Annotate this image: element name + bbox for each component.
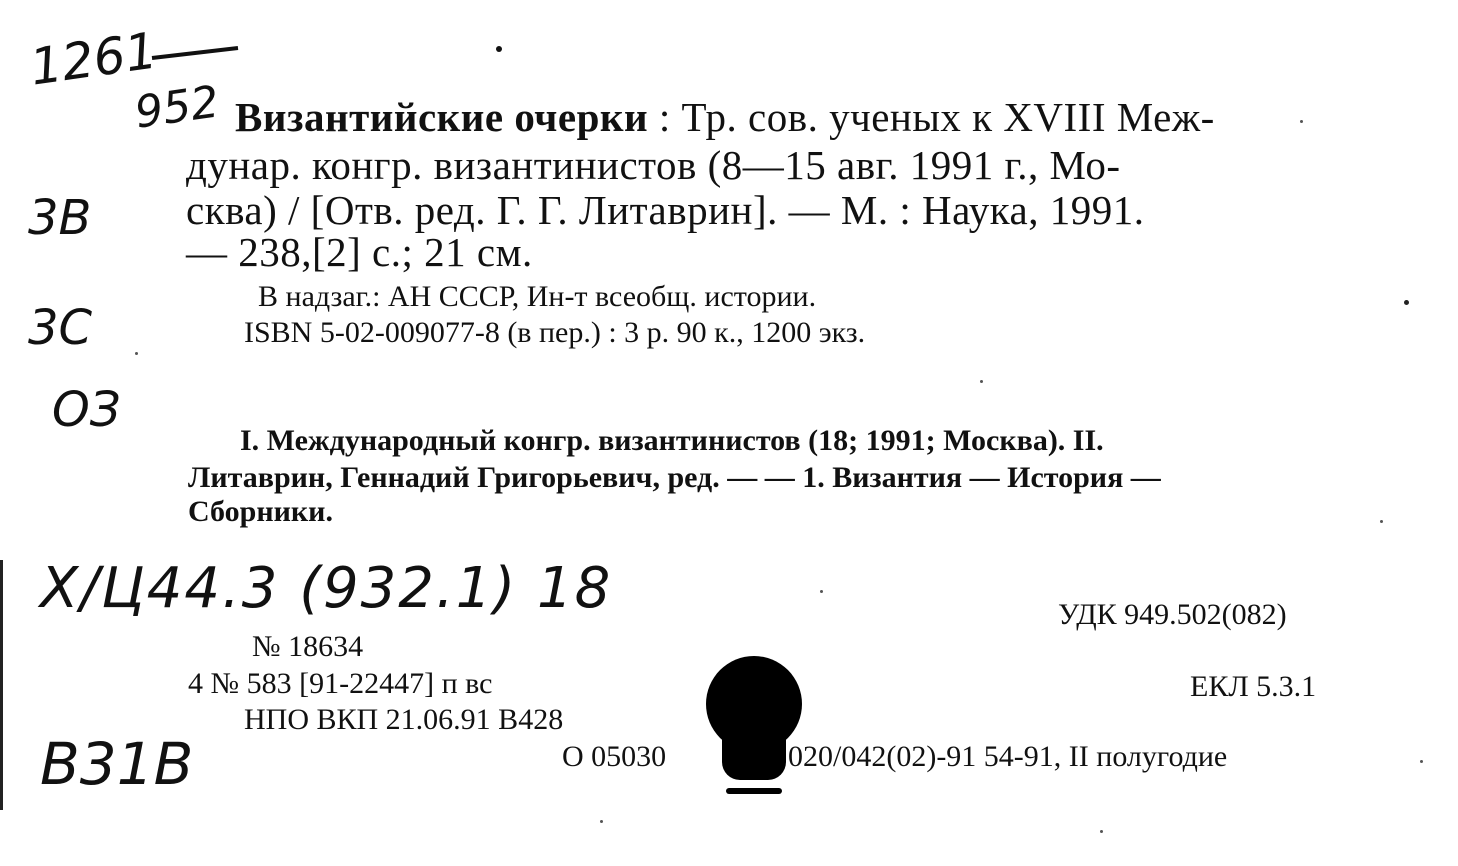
speck [1300,120,1303,123]
fraction-line [150,38,240,68]
speck [1420,760,1423,763]
speck [820,590,823,593]
card-left-edge [0,560,3,810]
order-number: 4 № 583 [91-22447] п вс [188,667,493,700]
tracing-line-3: Сборники. [188,495,333,528]
title-line [235,93,1215,141]
speck [496,46,502,52]
handwritten-class-number: Х/Ц44.3 (932.1) 18 [40,556,613,621]
tracing-line-1: I. Международный конгр. византинистов (18; 1991; Москва). II. [240,424,1104,457]
speck [1380,520,1383,523]
code-line-right: 020/042(02)-91 54-91, II полугодие [788,740,1228,773]
handwritten-shelf-mark-bottom: 952 [131,76,223,139]
description-line-2: дунар. конгр. византинистов (8—15 авг. 1991 г., Мо- [186,142,1121,188]
handwritten-side-note-3: ОЗ [52,382,121,438]
note-line-1: В надзаг.: АН СССР, Ин-т всеобщ. истории. [258,280,817,313]
description-line-4: — 238,[2] с.; 21 см. [186,229,533,275]
speck [980,380,983,383]
book-title: Византийские очерки [235,94,649,140]
description-line-3: сква) / [Отв. ред. Г. Г. Литаврин]. — М. : Наука, 1991. [186,187,1145,233]
handwritten-location-code: В31В [40,730,194,798]
handwritten-side-note-1: 3В [28,190,92,246]
tracing-line-2: Литаврин, Геннадий Григорьевич, ред. — — 1. Византия — История — [188,461,1161,494]
handwritten-side-note-2: 3С [28,300,93,356]
card-number: № 18634 [252,630,364,663]
title-line-rest: : Тр. сов. ученых к XVIII Меж- [648,94,1215,140]
speck [135,352,138,355]
punch-hole-neck [722,730,786,780]
udk-code: УДК 949.502(082) [1058,598,1287,631]
handwritten-shelf-mark-top: 1261 [26,21,161,97]
code-line-left: О 05030 [562,740,667,773]
npo-line: НПО ВКП 21.06.91 В428 [244,703,564,736]
note-line-2: ISBN 5-02-009077-8 (в пер.) : 3 р. 90 к., 1200 экз. [244,316,866,349]
punch-hole-base [726,788,782,794]
ekl-code: ЕКЛ 5.3.1 [1190,670,1317,703]
speck [600,820,603,823]
speck [1100,830,1103,833]
speck [1404,300,1409,305]
